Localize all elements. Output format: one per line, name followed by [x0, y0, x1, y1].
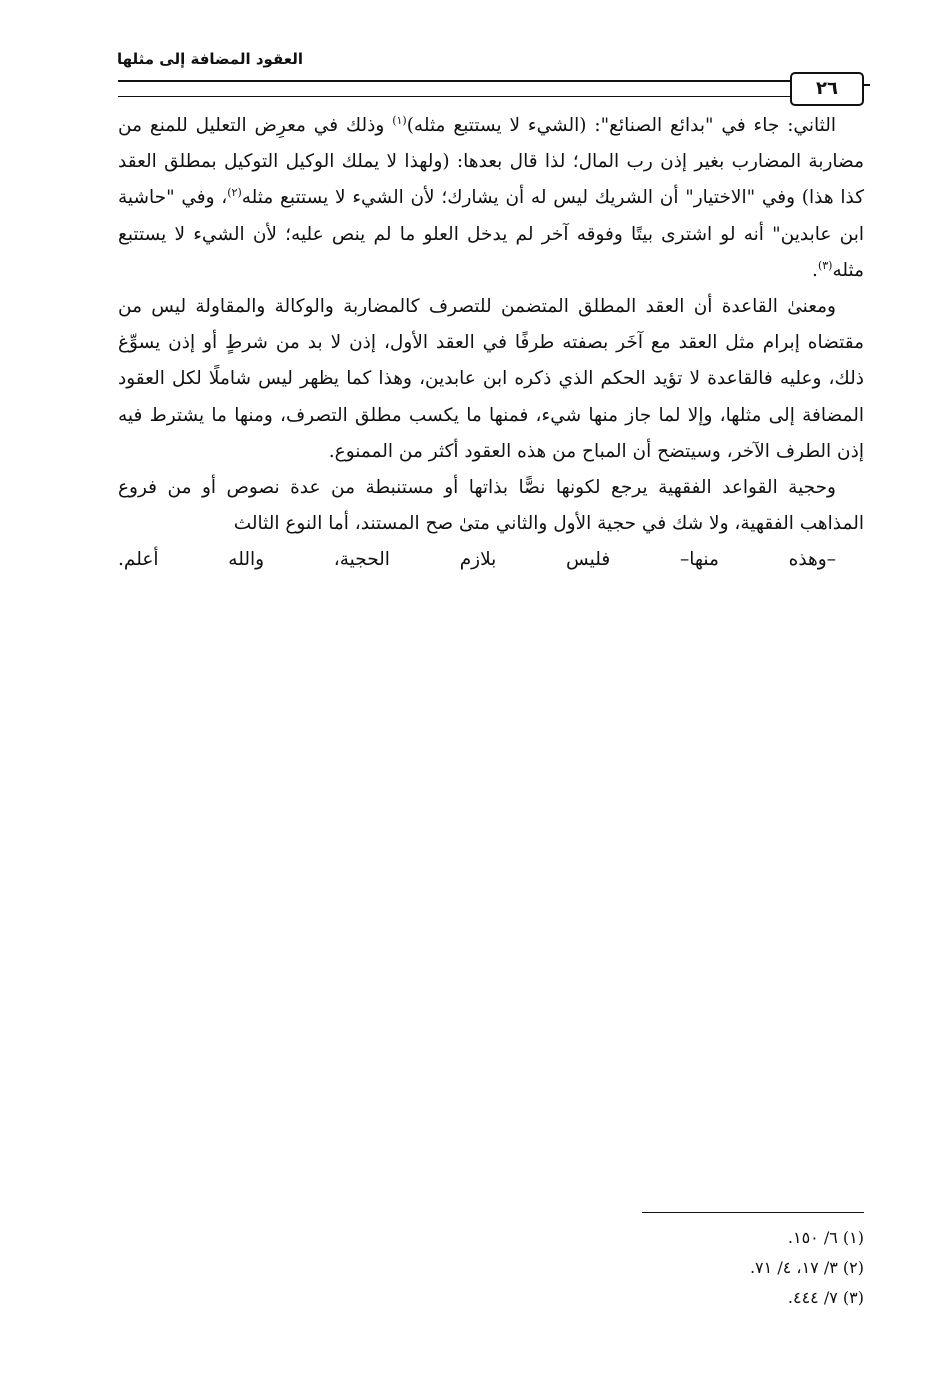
header-rule-top — [118, 80, 863, 82]
page-number: ٢٦ — [816, 78, 838, 99]
footnote-3: (٣) ٧/ ٤٤٤. — [787, 1288, 864, 1307]
running-header-title: العقود المضافة إلى مثلها — [117, 50, 303, 68]
footnote-ref-2: (٢) — [227, 186, 242, 200]
paragraph-2: ومعنىٰ القاعدة أن العقد المطلق المتضمن للتصرف كالمضاربة والوكالة والمقاولة ليس من مقتضاه إبرام مثل العقد مع آخَر بصفته طرفًا في العقد الأول، إذن لا بد من شرطٍ أو إذن يسوِّغ ذلك، وعليه فالقاعدة لا تؤيد الحكم الذي ذكره ابن عابدين، وهذا كما يظهر ليس شاملًا لكل العقود المضافة إلى مثلها، وإلا لما جاز منها شيء، فمنها ما يكسب مطلق التصرف، ومنها ما يشترط فيه إذن الطرف الآخر، وسيتضح أن المباح من هذه العقود أكثر من الممنوع. — [118, 296, 864, 462]
paragraph-1: الثاني: جاء في "بدائع الصنائع": (الشيء لا يستتبع مثله)$^{(١)}$ وذلك في معرِض التعليل للمنع من مضاربة المضارب بغير إذن رب المال؛ لذا قال بعدها: (ولهذا لا يملك الوكيل التوكيل بمطلق العقد كذا هذا) وفي "الاختيار" أن الشريك ليس له أن يشارك؛ لأن الشيء لا يستتبع مثله$^{(٢)}$، وفي "حاشية ابن عابدين" أنه لو اشترى بيتًا وفوقه آخر لم يدخل العلو ما لم ينص عليه؛ لأن الشيء لا يستتبع مثله$^{(٣)}$. — [118, 113, 864, 281]
header-rule-bottom — [118, 96, 863, 97]
footnote-ref-3: (٣) — [817, 258, 833, 272]
body-text — [118, 108, 864, 579]
footnote-2: (٢) ٣/ ١٧، ٤/ ٧١. — [749, 1258, 864, 1277]
footnote-separator — [642, 1212, 864, 1213]
page-number-tick — [862, 84, 870, 86]
footnote-ref-1: (١) — [392, 113, 407, 127]
footnotes — [564, 1223, 864, 1313]
paragraph-3-last-line: –وهذه منها– فليس بلازم الحجية، والله أعلم. — [118, 549, 836, 571]
paragraph-3: وحجية القواعد الفقهية يرجع لكونها نصًّا بذاتها أو مستنبطة من عدة نصوص أو من فروع المذاهب الفقهية، ولا شك في حجية الأول والثاني متىٰ صح المستند، أما النوع الثالث — [118, 477, 864, 535]
footnote-1: (١) ٦/ ١٥٠. — [787, 1228, 864, 1247]
page-number-box — [790, 72, 864, 106]
